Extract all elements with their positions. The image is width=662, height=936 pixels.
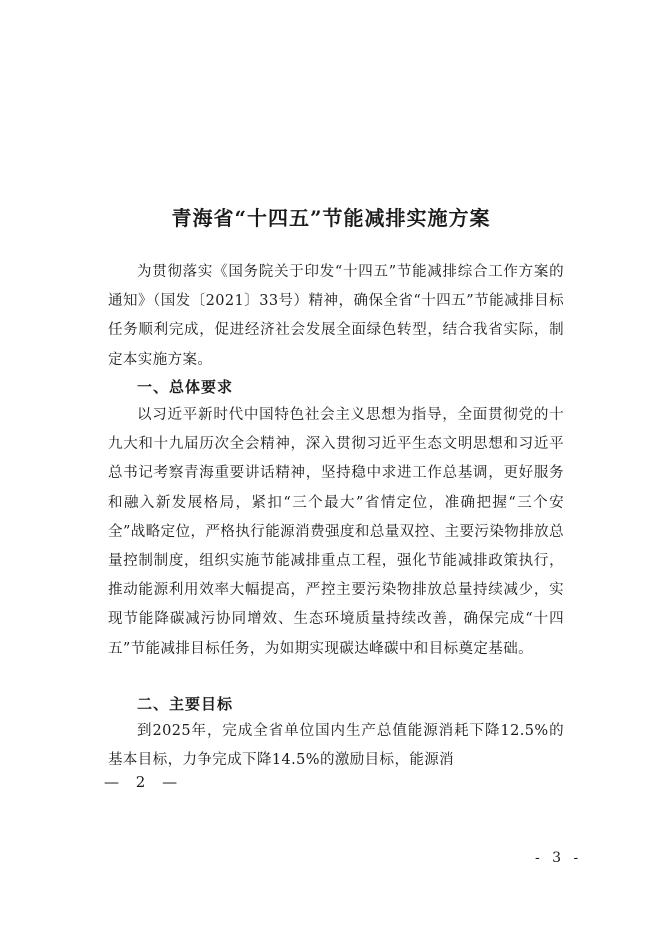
page-number: - 3 - (535, 850, 583, 866)
inner-page-number: — 2 — (104, 773, 184, 791)
section-heading-main-goals: 二、主要目标 (137, 695, 234, 713)
section-paragraph-main-goals: 到2025年，完成全省单位国内生产总值能源消耗下降12.5%的基本目标，力争完成下降14.5%的激励目标，能源消 (108, 723, 564, 769)
section-paragraph-general-requirements: 以习近平新时代中国特色社会主义思想为指导，全面贯彻党的十九大和十九届历次全会精神，深入贯彻习近平生态文明思想和习近平总书记考察青海重要讲话精神，坚持稳中求进工作总基调，更好服务和融入新发展格局，紧扣“三个最大”省情定位，准确把握“三个安全”战略定位，严格执行能源消费强度和总量双控、主要污染物排放总量控制制度，组织实施节能减排重点工程，强化节能减排政策执行，推动能源利用效率大幅提高，严控主要污染物排放总量持续减少，实现节能降碳减污协同增效、生态环境质量持续改善，确保完成“十四五”节能减排目标任务，为如期实现碳达峰碳中和目标奠定基础。 (108, 407, 564, 657)
intro-paragraph: 为贯彻落实《国务院关于印发“十四五”节能减排综合工作方案的通知》（国发〔2021〕33号）精神，确保全省“十四五”节能减排目标任务顺利完成，促进经济社会发展全面绿色转型，结合我省实际，制定本实施方案。 (108, 264, 564, 368)
section-heading-general-requirements: 一、总体要求 (137, 378, 234, 396)
document-title: 青海省“十四五”节能减排实施方案 (171, 206, 491, 230)
